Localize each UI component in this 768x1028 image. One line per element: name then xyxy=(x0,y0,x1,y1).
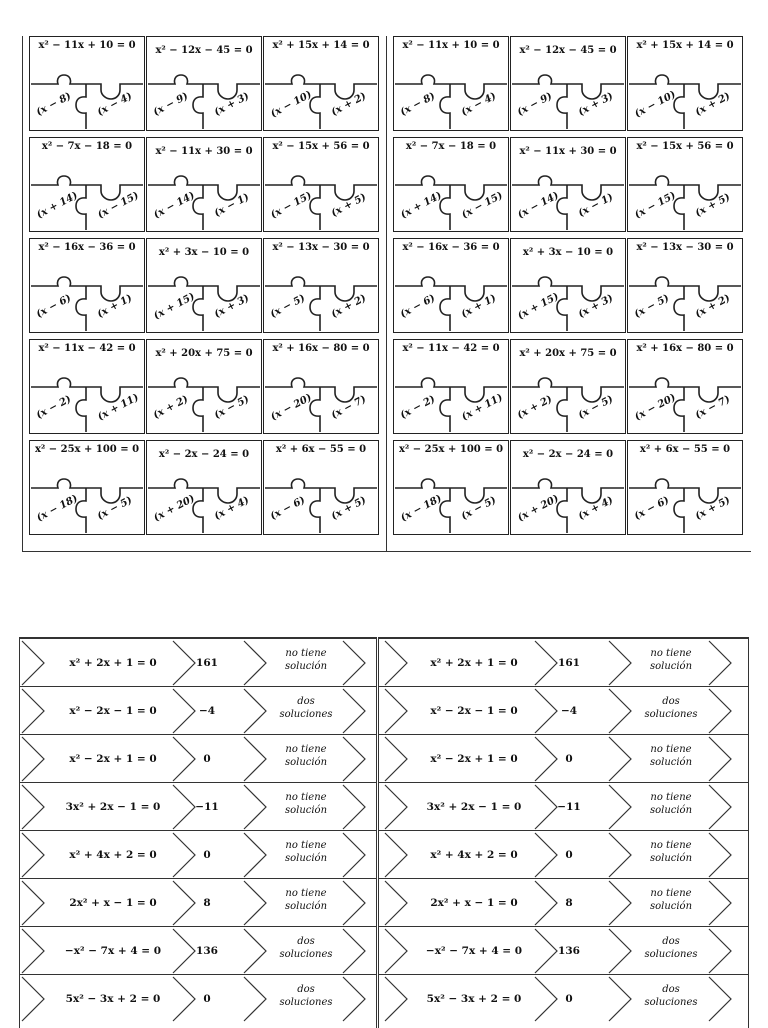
piece-factor-left: (x + 20) xyxy=(152,493,197,524)
puzzle-piece xyxy=(393,36,509,131)
piece-factor-right: (x + 3) xyxy=(212,292,252,321)
domino-solution-line2: soluciones xyxy=(644,949,698,960)
puzzle-piece xyxy=(510,440,626,535)
piece-factor-left: (x + 2) xyxy=(151,393,191,422)
piece-factor-left: (x − 6) xyxy=(34,292,74,321)
domino-solution-line2: solución xyxy=(649,853,693,864)
piece-factor-right: (x + 5) xyxy=(329,494,369,523)
domino-discriminant: 8 xyxy=(565,897,573,909)
piece-equation: x² − 15x + 56 = 0 xyxy=(272,141,370,152)
piece-factor-left: (x − 9) xyxy=(151,90,191,119)
domino-solution xyxy=(631,887,711,913)
domino-solution-line1: no tiene xyxy=(650,744,692,755)
piece-factor-right: (x − 7) xyxy=(329,393,369,422)
domino-equation: x² + 4x + 2 = 0 xyxy=(430,849,518,861)
domino-strip xyxy=(379,686,748,735)
domino-solution-line2: solución xyxy=(284,853,328,864)
piece-factor-right: (x + 1) xyxy=(95,292,135,321)
piece-factor-left: (x − 15) xyxy=(269,190,314,221)
piece-factor-left: (x − 6) xyxy=(632,494,672,523)
puzzle-piece xyxy=(263,238,379,333)
piece-factor-left: (x − 8) xyxy=(34,90,74,119)
domino-discriminant: 8 xyxy=(203,897,211,909)
piece-factor-left: (x + 20) xyxy=(516,493,561,524)
puzzle-piece xyxy=(393,440,509,535)
puzzle-piece xyxy=(146,339,262,434)
puzzle-piece xyxy=(393,238,509,333)
domino-solution xyxy=(266,935,346,961)
domino-strip xyxy=(379,638,748,687)
domino-strip xyxy=(379,926,748,975)
puzzle-piece xyxy=(393,137,509,232)
piece-factor-right: (x + 2) xyxy=(329,90,369,119)
piece-factor-left: (x − 14) xyxy=(152,190,197,221)
piece-factor-right: (x + 4) xyxy=(576,494,616,523)
domino-solution-line2: solución xyxy=(649,661,693,672)
piece-equation: x² + 15x + 14 = 0 xyxy=(272,40,370,51)
piece-equation: x² − 13x − 30 = 0 xyxy=(272,242,370,253)
domino-equation: 5x² − 3x + 2 = 0 xyxy=(426,993,522,1005)
puzzle-piece xyxy=(510,339,626,434)
puzzle-piece xyxy=(393,339,509,434)
domino-solution-line1: no tiene xyxy=(285,792,327,803)
piece-equation: x² + 16x − 80 = 0 xyxy=(272,343,370,354)
domino-solution-line2: solución xyxy=(284,661,328,672)
domino-solution-line1: no tiene xyxy=(650,792,692,803)
piece-equation: x² + 20x + 75 = 0 xyxy=(519,348,617,359)
domino-discriminant: 0 xyxy=(565,993,573,1005)
piece-factor-left: (x − 5) xyxy=(268,292,308,321)
piece-factor-right: (x + 3) xyxy=(576,292,616,321)
piece-equation: x² − 7x − 18 = 0 xyxy=(405,141,497,152)
puzzle-piece xyxy=(263,440,379,535)
domino-solution-line1: no tiene xyxy=(285,648,327,659)
domino-equation: x² − 2x − 1 = 0 xyxy=(430,705,518,717)
piece-factor-right: (x + 5) xyxy=(693,191,733,220)
piece-equation: x² − 11x − 42 = 0 xyxy=(402,343,500,354)
piece-factor-left: (x + 15) xyxy=(516,291,561,322)
domino-discriminant: 161 xyxy=(558,657,580,669)
piece-factor-left: (x + 14) xyxy=(399,190,444,221)
piece-equation: x² − 25x + 100 = 0 xyxy=(34,444,140,455)
piece-factor-right: (x − 1) xyxy=(212,191,252,220)
domino-solution-line1: no tiene xyxy=(285,840,327,851)
piece-factor-right: (x + 2) xyxy=(329,292,369,321)
domino-discriminant: −4 xyxy=(198,705,216,717)
piece-equation: x² + 3x − 10 = 0 xyxy=(522,247,614,258)
domino-solution-line1: no tiene xyxy=(285,888,327,899)
domino-discriminant: 136 xyxy=(558,945,580,957)
piece-factor-right: (x − 15) xyxy=(96,190,141,221)
piece-factor-right: (x − 15) xyxy=(460,190,505,221)
domino-equation: −x² − 7x + 4 = 0 xyxy=(64,945,162,957)
domino-solution-line1: dos xyxy=(662,696,680,707)
puzzle-piece xyxy=(29,238,145,333)
piece-equation: x² + 6x − 55 = 0 xyxy=(639,444,731,455)
puzzle-piece xyxy=(627,238,743,333)
puzzle-piece xyxy=(29,440,145,535)
piece-factor-right: (x − 5) xyxy=(95,494,135,523)
puzzle-piece xyxy=(263,137,379,232)
domino-equation: 5x² − 3x + 2 = 0 xyxy=(65,993,161,1005)
piece-equation: x² − 11x + 30 = 0 xyxy=(155,146,253,157)
piece-equation: x² − 25x + 100 = 0 xyxy=(398,444,504,455)
puzzle-piece xyxy=(627,137,743,232)
piece-equation: x² − 16x − 36 = 0 xyxy=(38,242,136,253)
domino-sheet-right xyxy=(378,637,749,1028)
piece-factor-right: (x − 7) xyxy=(693,393,733,422)
domino-strip xyxy=(379,878,748,927)
puzzle-piece xyxy=(146,137,262,232)
piece-equation: x² + 3x − 10 = 0 xyxy=(158,247,250,258)
piece-factor-left: (x + 2) xyxy=(515,393,555,422)
domino-strip xyxy=(20,878,376,927)
domino-solution xyxy=(266,983,346,1009)
puzzle-grid xyxy=(393,36,743,535)
domino-solution-line2: solución xyxy=(284,757,328,768)
domino-solution xyxy=(631,791,711,817)
domino-equation: 2x² + x − 1 = 0 xyxy=(69,897,157,909)
puzzle-grid xyxy=(29,36,379,535)
piece-factor-left: (x − 10) xyxy=(633,89,678,120)
domino-equation: 3x² + 2x − 1 = 0 xyxy=(426,801,522,813)
puzzle-piece xyxy=(627,440,743,535)
domino-solution xyxy=(266,743,346,769)
piece-equation: x² − 11x + 10 = 0 xyxy=(402,40,500,51)
domino-strip xyxy=(20,974,376,1023)
domino-strip xyxy=(20,686,376,735)
piece-equation: x² − 13x − 30 = 0 xyxy=(636,242,734,253)
piece-factor-right: (x − 1) xyxy=(576,191,616,220)
domino-solution-line1: dos xyxy=(297,696,315,707)
piece-factor-left: (x − 15) xyxy=(633,190,678,221)
domino-equation: 3x² + 2x − 1 = 0 xyxy=(65,801,161,813)
piece-equation: x² − 12x − 45 = 0 xyxy=(519,45,617,56)
domino-discriminant: 161 xyxy=(196,657,218,669)
piece-factor-right: (x − 5) xyxy=(576,393,616,422)
domino-discriminant: 0 xyxy=(565,753,573,765)
domino-strip xyxy=(379,974,748,1023)
piece-factor-right: (x + 5) xyxy=(329,191,369,220)
piece-factor-left: (x − 6) xyxy=(398,292,438,321)
domino-solution-line2: solución xyxy=(649,805,693,816)
domino-equation: x² + 2x + 1 = 0 xyxy=(430,657,518,669)
piece-equation: x² + 15x + 14 = 0 xyxy=(636,40,734,51)
domino-solution-line2: soluciones xyxy=(644,997,698,1008)
piece-factor-left: (x − 20) xyxy=(269,392,314,423)
puzzle-piece xyxy=(146,238,262,333)
piece-equation: x² − 11x + 10 = 0 xyxy=(38,40,136,51)
puzzle-sheet-left xyxy=(22,36,387,552)
domino-solution xyxy=(631,647,711,673)
piece-equation: x² − 2x − 24 = 0 xyxy=(158,449,250,460)
domino-strip xyxy=(20,830,376,879)
domino-solution xyxy=(266,887,346,913)
piece-equation: x² + 16x − 80 = 0 xyxy=(636,343,734,354)
domino-equation: 2x² + x − 1 = 0 xyxy=(430,897,518,909)
puzzle-sheet-right xyxy=(386,36,751,552)
piece-factor-left: (x − 8) xyxy=(398,90,438,119)
domino-solution-line2: solución xyxy=(284,901,328,912)
piece-factor-left: (x − 9) xyxy=(515,90,555,119)
puzzle-piece xyxy=(510,238,626,333)
domino-discriminant: −11 xyxy=(557,801,581,813)
domino-solution-line2: soluciones xyxy=(279,997,333,1008)
piece-factor-left: (x − 2) xyxy=(398,393,438,422)
piece-factor-left: (x − 14) xyxy=(516,190,561,221)
domino-equation: x² − 2x + 1 = 0 xyxy=(69,753,157,765)
piece-factor-right: (x + 3) xyxy=(212,90,252,119)
piece-factor-left: (x − 18) xyxy=(399,493,444,524)
domino-solution-line1: dos xyxy=(662,936,680,947)
piece-equation: x² − 15x + 56 = 0 xyxy=(636,141,734,152)
domino-sheet-left xyxy=(19,637,377,1028)
domino-discriminant: 0 xyxy=(565,849,573,861)
piece-factor-right: (x + 2) xyxy=(693,292,733,321)
piece-factor-right: (x − 5) xyxy=(212,393,252,422)
domino-solution xyxy=(631,983,711,1009)
piece-factor-right: (x + 11) xyxy=(460,392,505,423)
piece-factor-left: (x + 15) xyxy=(152,291,197,322)
piece-factor-right: (x + 1) xyxy=(459,292,499,321)
domino-solution xyxy=(266,839,346,865)
domino-solution xyxy=(631,935,711,961)
domino-solution-line1: no tiene xyxy=(650,648,692,659)
domino-equation: −x² − 7x + 4 = 0 xyxy=(425,945,523,957)
domino-equation: x² − 2x + 1 = 0 xyxy=(430,753,518,765)
puzzle-piece xyxy=(510,137,626,232)
domino-strip xyxy=(379,734,748,783)
piece-factor-left: (x − 2) xyxy=(34,393,74,422)
puzzle-piece xyxy=(627,339,743,434)
piece-equation: x² − 2x − 24 = 0 xyxy=(522,449,614,460)
piece-factor-right: (x + 2) xyxy=(693,90,733,119)
domino-solution-line1: dos xyxy=(297,936,315,947)
piece-factor-right: (x + 4) xyxy=(212,494,252,523)
piece-equation: x² + 6x − 55 = 0 xyxy=(275,444,367,455)
piece-factor-right: (x + 5) xyxy=(693,494,733,523)
domino-discriminant: 0 xyxy=(203,849,211,861)
domino-solution-line2: soluciones xyxy=(279,949,333,960)
domino-solution-line1: no tiene xyxy=(650,888,692,899)
domino-solution xyxy=(631,839,711,865)
domino-solution xyxy=(631,743,711,769)
puzzle-piece xyxy=(29,339,145,434)
piece-equation: x² − 12x − 45 = 0 xyxy=(155,45,253,56)
domino-discriminant: −11 xyxy=(195,801,219,813)
puzzle-piece xyxy=(29,137,145,232)
piece-equation: x² − 16x − 36 = 0 xyxy=(402,242,500,253)
piece-factor-left: (x − 18) xyxy=(35,493,80,524)
puzzle-piece xyxy=(510,36,626,131)
domino-solution xyxy=(266,695,346,721)
domino-solution-line1: dos xyxy=(662,984,680,995)
puzzle-piece xyxy=(263,339,379,434)
puzzle-piece xyxy=(29,36,145,131)
domino-discriminant: 136 xyxy=(196,945,218,957)
piece-factor-left: (x − 6) xyxy=(268,494,308,523)
piece-equation: x² + 20x + 75 = 0 xyxy=(155,348,253,359)
piece-factor-left: (x − 10) xyxy=(269,89,314,120)
piece-equation: x² − 7x − 18 = 0 xyxy=(41,141,133,152)
domino-strip xyxy=(379,830,748,879)
domino-solution-line1: no tiene xyxy=(285,744,327,755)
domino-discriminant: 0 xyxy=(203,993,211,1005)
domino-solution xyxy=(266,647,346,673)
puzzle-piece xyxy=(146,440,262,535)
piece-factor-right: (x + 3) xyxy=(576,90,616,119)
domino-equation: x² + 4x + 2 = 0 xyxy=(69,849,157,861)
domino-strip xyxy=(20,926,376,975)
domino-solution-line2: soluciones xyxy=(279,709,333,720)
domino-strip xyxy=(379,782,748,831)
domino-equation: x² + 2x + 1 = 0 xyxy=(69,657,157,669)
domino-discriminant: −4 xyxy=(560,705,578,717)
puzzle-piece xyxy=(627,36,743,131)
domino-strip xyxy=(20,638,376,687)
domino-strip xyxy=(20,734,376,783)
puzzle-piece xyxy=(263,36,379,131)
domino-solution xyxy=(631,695,711,721)
domino-equation: x² − 2x − 1 = 0 xyxy=(69,705,157,717)
domino-solution xyxy=(266,791,346,817)
domino-solution-line2: solución xyxy=(649,757,693,768)
domino-solution-line1: dos xyxy=(297,984,315,995)
domino-solution-line1: no tiene xyxy=(650,840,692,851)
piece-factor-right: (x − 5) xyxy=(459,494,499,523)
piece-factor-left: (x − 20) xyxy=(633,392,678,423)
piece-factor-left: (x + 14) xyxy=(35,190,80,221)
piece-factor-right: (x − 4) xyxy=(459,90,499,119)
domino-strip xyxy=(20,782,376,831)
piece-factor-right: (x + 11) xyxy=(96,392,141,423)
domino-discriminant: 0 xyxy=(203,753,211,765)
piece-factor-right: (x − 4) xyxy=(95,90,135,119)
piece-factor-left: (x − 5) xyxy=(632,292,672,321)
piece-equation: x² − 11x − 42 = 0 xyxy=(38,343,136,354)
puzzle-piece xyxy=(146,36,262,131)
domino-solution-line2: solución xyxy=(649,901,693,912)
domino-solution-line2: soluciones xyxy=(644,709,698,720)
piece-equation: x² − 11x + 30 = 0 xyxy=(519,146,617,157)
domino-solution-line2: solución xyxy=(284,805,328,816)
